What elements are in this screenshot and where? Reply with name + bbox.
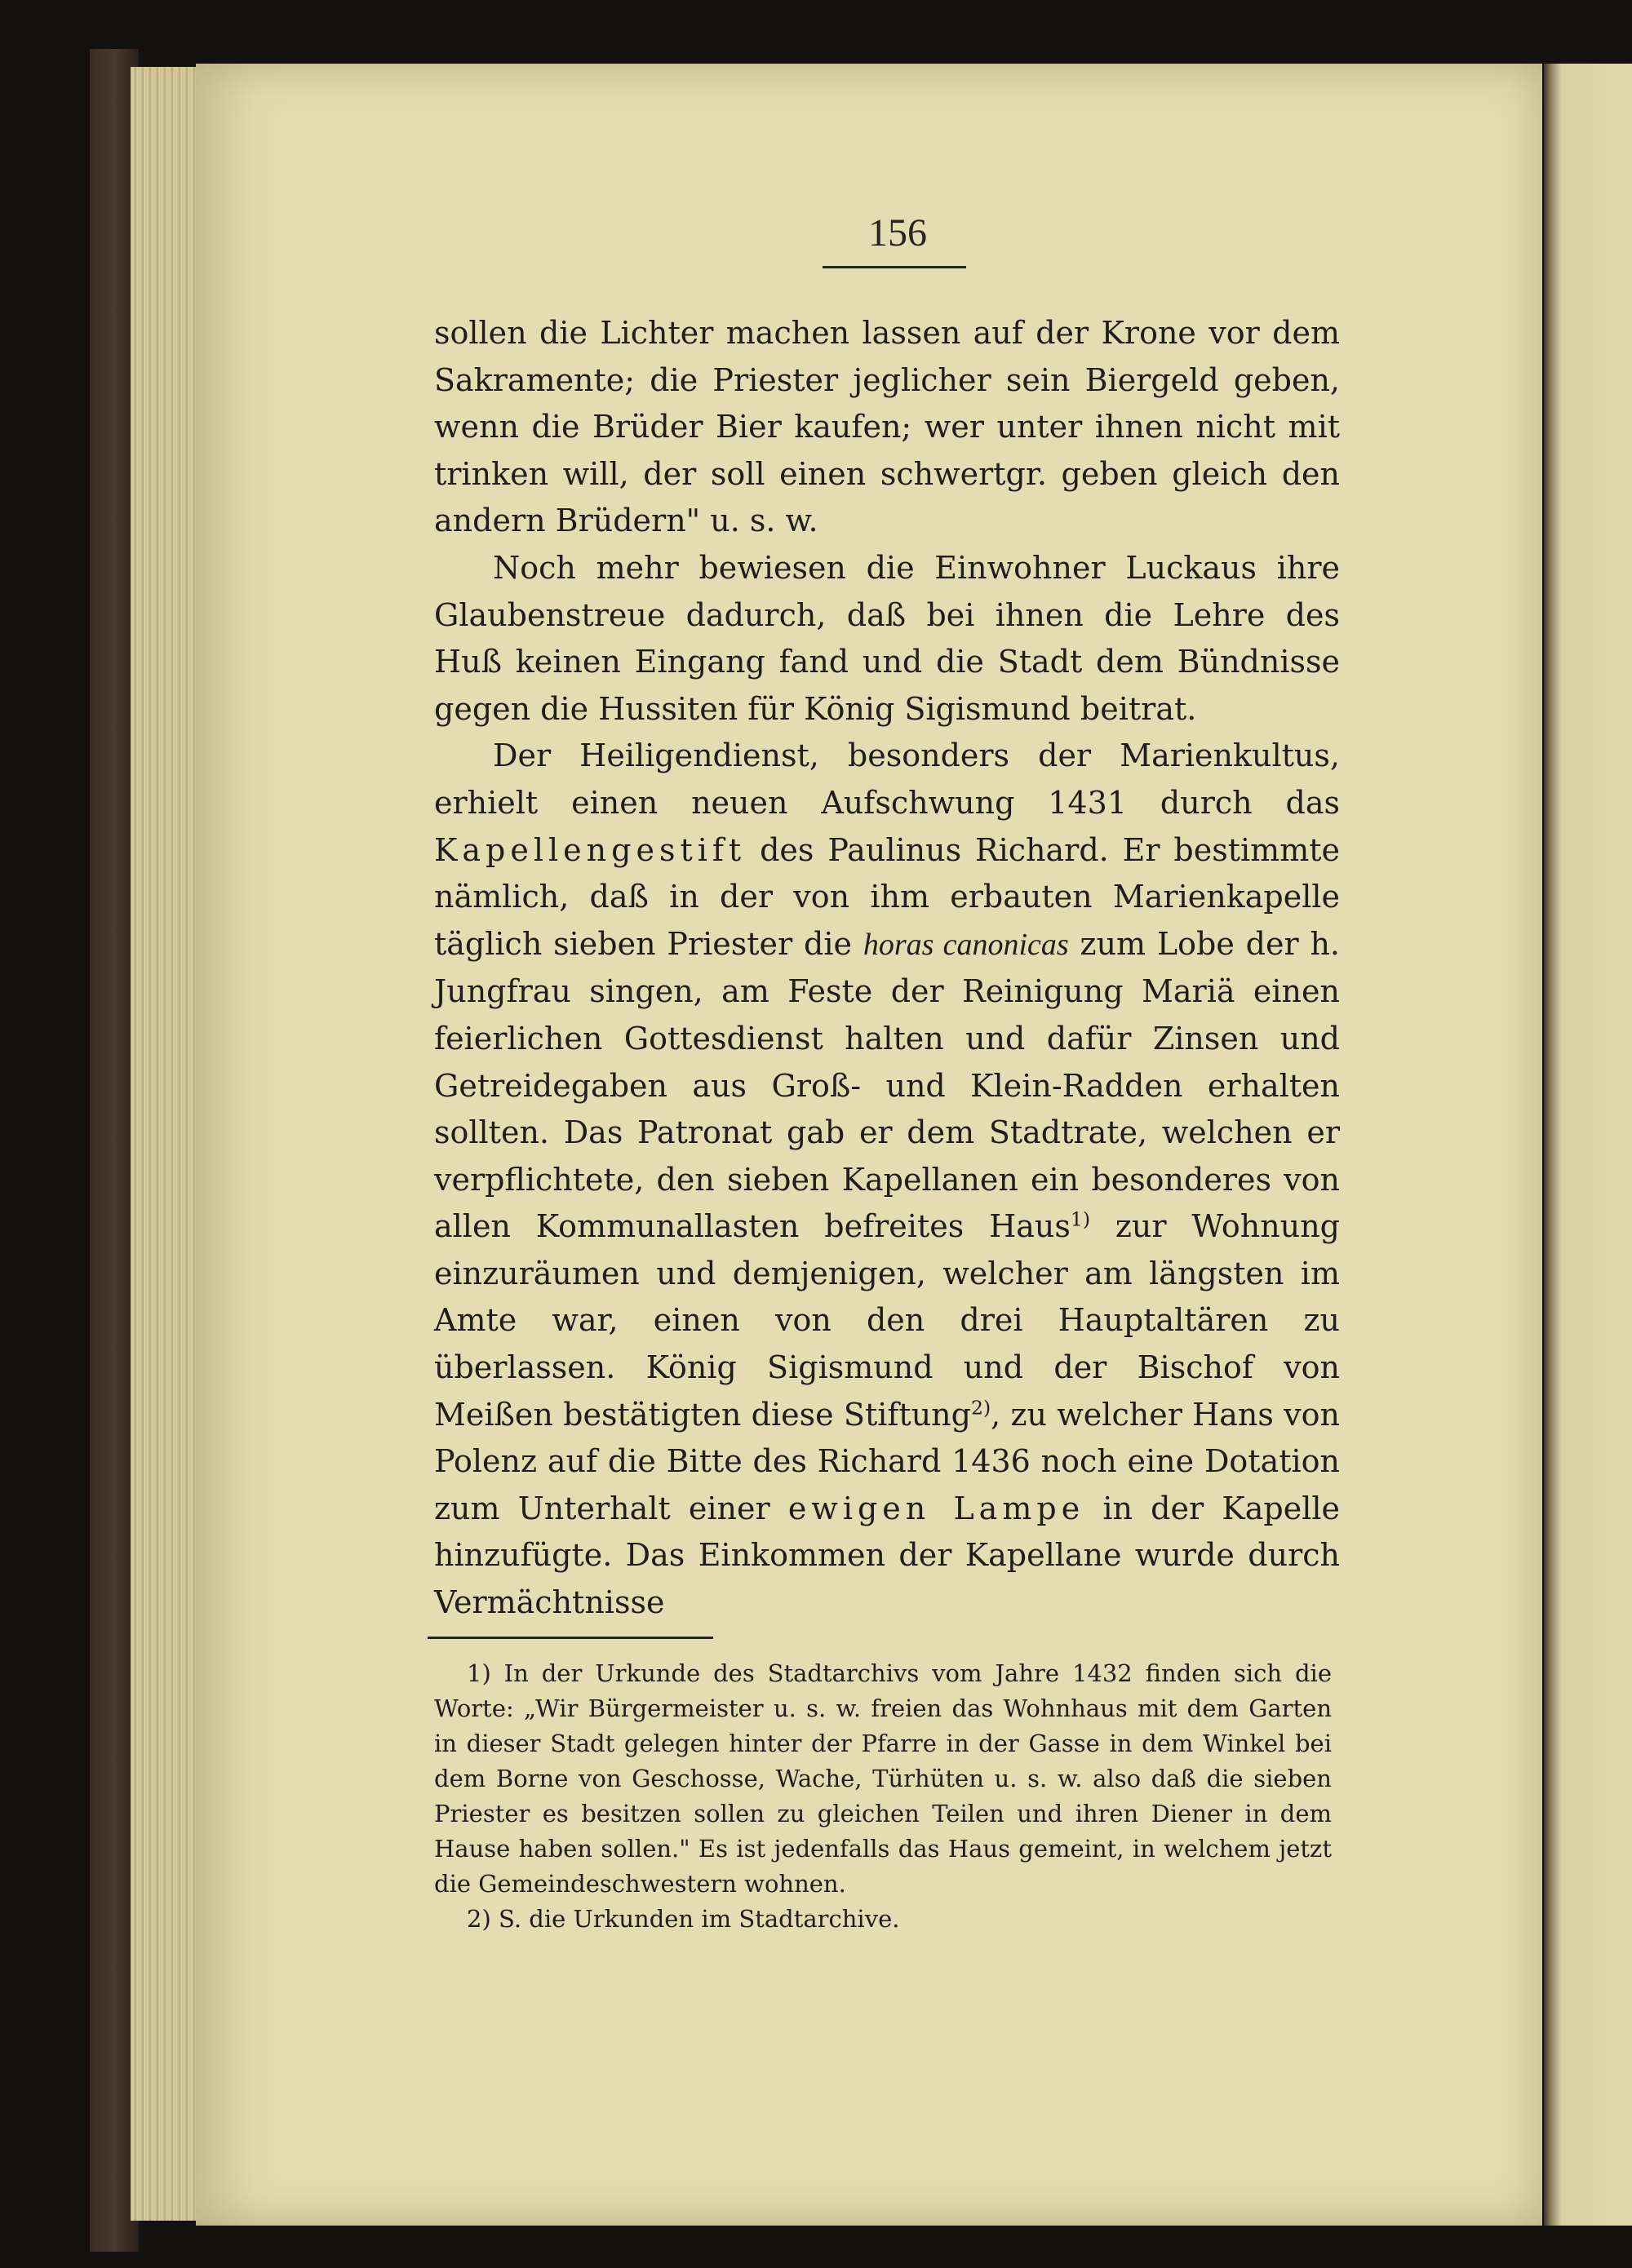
paragraph-3-text-a: Der Heiligendienst, besonders der Marienkultus, erhielt einen neuen Aufschwung 1431 durch das [434, 738, 1340, 821]
spaced-term-ewige-lampe: ewigen Lampe [787, 1490, 1085, 1526]
footnote-2: 2) S. die Urkunden im Stadtarchive. [467, 1905, 900, 1933]
body-text [434, 310, 1340, 1627]
footnote-1: 1) In der Urkunde des Stadtarchivs vom Jahre 1432 finden sich die Worte: „Wir Bürgermeister u. s. w. freien das Wohnhaus mit dem Garten in dieser Stadt gelegen hinter der Pfarre in der Gasse in dem Winkel bei dem Borne von Geschosse, Wache, Türhüten u. s. w. also daß die sieben Priester es besitzen sollen zu gleichen Teilen und ihren Diener in dem Hause haben sollen." Es ist jedenfalls das Haus gemeint, in welchem jetzt die Gemeindeschwestern wohnen. [434, 1659, 1332, 1898]
paragraph-3-text-b: des Paulinus Richard. Er bestimmte nämlich, daß in der von ihm erbauten Marienkapelle täglich sieben Priester die [434, 831, 1340, 962]
footnote-ref-1: 1) [1070, 1207, 1091, 1231]
paragraph-3-text-d: zur Wohnung einzuräumen und demjenigen, welcher am längsten im Amte war, einen von den drei Hauptaltären zu überlassen. König Sigismund und der Bischof von Meißen bestätigten diese Stiftung [434, 1208, 1340, 1433]
paragraph-3-text-e: , zu welcher Hans von Polenz auf die Bitte des Richard 1436 noch eine Dotation zum Unterhalt einer [434, 1396, 1341, 1526]
paragraph-3 [434, 733, 1340, 1626]
spaced-term-kapellengestift: Kapellengestift [434, 831, 747, 868]
page-block-edges [131, 67, 204, 2221]
latin-term: horas canonicas [863, 927, 1069, 962]
page-number: 156 [868, 211, 927, 255]
footnotes [434, 1656, 1332, 1937]
facing-page-edge [1544, 64, 1632, 2226]
paragraph-2-text: Noch mehr bewiesen die Einwohner Luckaus ihre Glaubenstreue dadurch, daß bei ihnen die Lehre des Huß keinen Eingang fand und die Stadt dem Bündnisse gegen die Hussiten für König Sigismund beitrat. [434, 549, 1340, 727]
paragraph-1 [434, 310, 1340, 545]
paragraph-3-text-f: in der Kapelle hinzufügte. Das Einkommen der Kapellane wurde durch Vermächtnisse [434, 1490, 1340, 1621]
page-number-rule [823, 266, 966, 268]
paragraph-1-text: sollen die Lichter machen lassen auf der Krone vor dem Sakramente; die Priester jeglicher sein Biergeld geben, wenn die Brüder Bier kaufen; wer unter ihnen nicht mit trinken will, der soll einen schwertgr. geben gleich den andern Brüdern" u. s. w. [434, 315, 1340, 539]
footnote-ref-2: 2) [970, 1396, 991, 1419]
paragraph-3-text-c: zum Lobe der h. Jungfrau singen, am Feste der Reinigung Mariä einen feierlichen Gottesdienst halten und dafür Zinsen und Getreidegaben aus Groß- und Klein-Radden erhalten sollten. Das Patronat gab er dem Stadtrate, welchen er verpflichtete, den sieben Kapellanen ein besonderes von allen Kommunallasten befreites Haus [434, 925, 1340, 1245]
footnote-separator [428, 1637, 713, 1639]
paragraph-2 [434, 545, 1340, 733]
